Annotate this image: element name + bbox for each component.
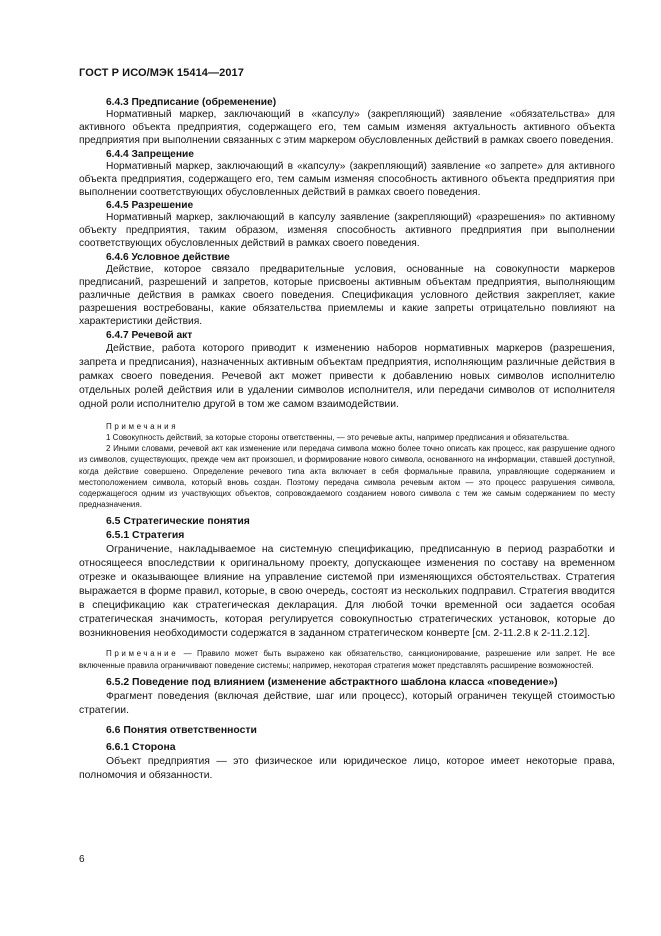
note-1: 1 Совокупность действий, за которые стороны ответственны, — это речевые акты, например предписания и обязательства. <box>106 432 570 442</box>
section-heading-6-6-1: 6.6.1 Сторона <box>106 741 176 753</box>
note-strategy-label: Примечание <box>106 649 179 659</box>
section-heading-6-4-3: 6.4.3 Предписание (обременение) <box>106 97 277 108</box>
document-header: ГОСТ Р ИСО/МЭК 15414—2017 <box>79 67 244 79</box>
section-text-6-5-2: Фрагмент поведения (включая действие, шаг или процесс), который ограничен текущей стоимостью стратегии. <box>79 690 615 716</box>
section-heading-6-5-1: 6.5.1 Стратегия <box>106 530 185 542</box>
section-text-6-5-1: Ограничение, накладываемое на системную спецификацию, предписанную в период разработки и относящееся впоследствии к оригинальному проекту, допускающее изменения по составу на временном отрезке и оказывающее влияние на управление системой при изменяющихся обстоятельствах. Стратегия выражается в форме правил, которые, в свою очередь, состоят из нескольких подправил. Стратегия вводится в спецификацию как стратегическая декларация. Для любой точки временной оси задается особая стратегическая значимость, которая регулируется совокупностью стратегических установок, которые до возникновения необходимости содержатся в заданном стратегическом конверте [см. 2-11.2.8 к 2-11.2.12]. <box>79 544 615 640</box>
note-strategy <box>79 648 615 670</box>
section-heading-6-4-4: 6.4.4 Запрещение <box>106 148 194 160</box>
notes-title: Примечания <box>106 421 179 431</box>
section-heading-6-4-5: 6.4.5 Разрешение <box>106 200 194 212</box>
section-text-6-4-4: Нормативный маркер, заключающий в «капсулу» (закрепляющий) заявление «о запрете» для активного объекта предприятия, содержащего его, тем самым изменяя способность активного объекта предприятия при выполнении соответствующих обусловленных действий в рамках своего поведения. <box>79 160 615 198</box>
section-text-6-4-3: Нормативный маркер, заключающий в «капсулу» (закрепляющий) заявление «обязательства» для активного объекта предприятия, содержащего его, тем самым изменяя актуальность активного объекта предприятия при выполнении связанных с этим маркером обусловленных действий в рамках своего поведения. <box>79 109 615 146</box>
section-heading-6-4-7: 6.4.7 Речевой акт <box>106 329 193 341</box>
note-2: 2 Иными словами, речевой акт как изменение или передача символа можно более точно описать как процесс, как разрушение одного из символов, существующих, прежде чем акт произошел, и формирование нового символа, основанного на информации, ставшей доступной, когда действие совершено. Определение речевого типа акта включает в себя формальные правила, управляющие содержанием и местоположением символа, который вновь создан. Поэтому передача символа речевым актом — это процесс разрушения символа, содержащегося одним из участвующих объектов, сопровождаемого созданием нового символа с тем же самым содержанием по месту предназначения. <box>79 444 615 510</box>
section-heading-6-4-6: 6.4.6 Условное действие <box>106 252 230 264</box>
note-strategy-text: — Правило может быть выражено как обязательство, санкционирование, разрешение или запрет. Не все включенные правила ограничивают поведение системы; например, некоторая стратегия может представлять расширение возможностей. <box>79 649 615 670</box>
section-text-6-4-6: Действие, которое связало предварительные условия, основанные на совокупности маркеров предписаний, разрешений и запретов, которые присвоены активным объектам предприятия, выполняющим различные действия в рамках своего поведения. Спецификация условного действия закрепляет, какие разрешения востребованы, какие обязательства приемлемы и какие запреты отрицательно повлияют на характеристики действия. <box>79 264 615 327</box>
section-text-6-4-5: Нормативный маркер, заключающий в капсулу заявление (закрепляющий) «разрешения» по активному объекту предприятия, таким образом, изменяя способность активного предприятия при выполнении соответствующих обусловленных действий в рамках своего поведения. <box>79 212 615 250</box>
section-heading-6-5-2: 6.5.2 Поведение под влиянием (изменение абстрактного шаблона класса «поведение») <box>106 676 558 688</box>
document-body <box>79 96 615 783</box>
page-number: 6 <box>79 854 85 865</box>
section-text-6-6-1: Объект предприятия — это физическое или юридическое лицо, которое имеет некоторые права, полномочия и обязанности. <box>79 755 615 781</box>
section-heading-6-5: 6.5 Стратегические понятия <box>106 516 250 528</box>
section-heading-6-6: 6.6 Понятия ответственности <box>106 724 257 736</box>
section-text-6-4-7: Действие, работа которого приводит к изменению наборов нормативных маркеров (разрешения, запрета и предписания), назначенных активным объектам предприятия, исполняющим различные действия в рамках своего поведения. Речевой акт может привести к добавлению новых символов исполнителю отдельных ролей действия или в удалении символов исполнителя, или передачи символов от исполнителя одной роли исполнителю другой в том же самом взаимодействии. <box>79 342 615 410</box>
